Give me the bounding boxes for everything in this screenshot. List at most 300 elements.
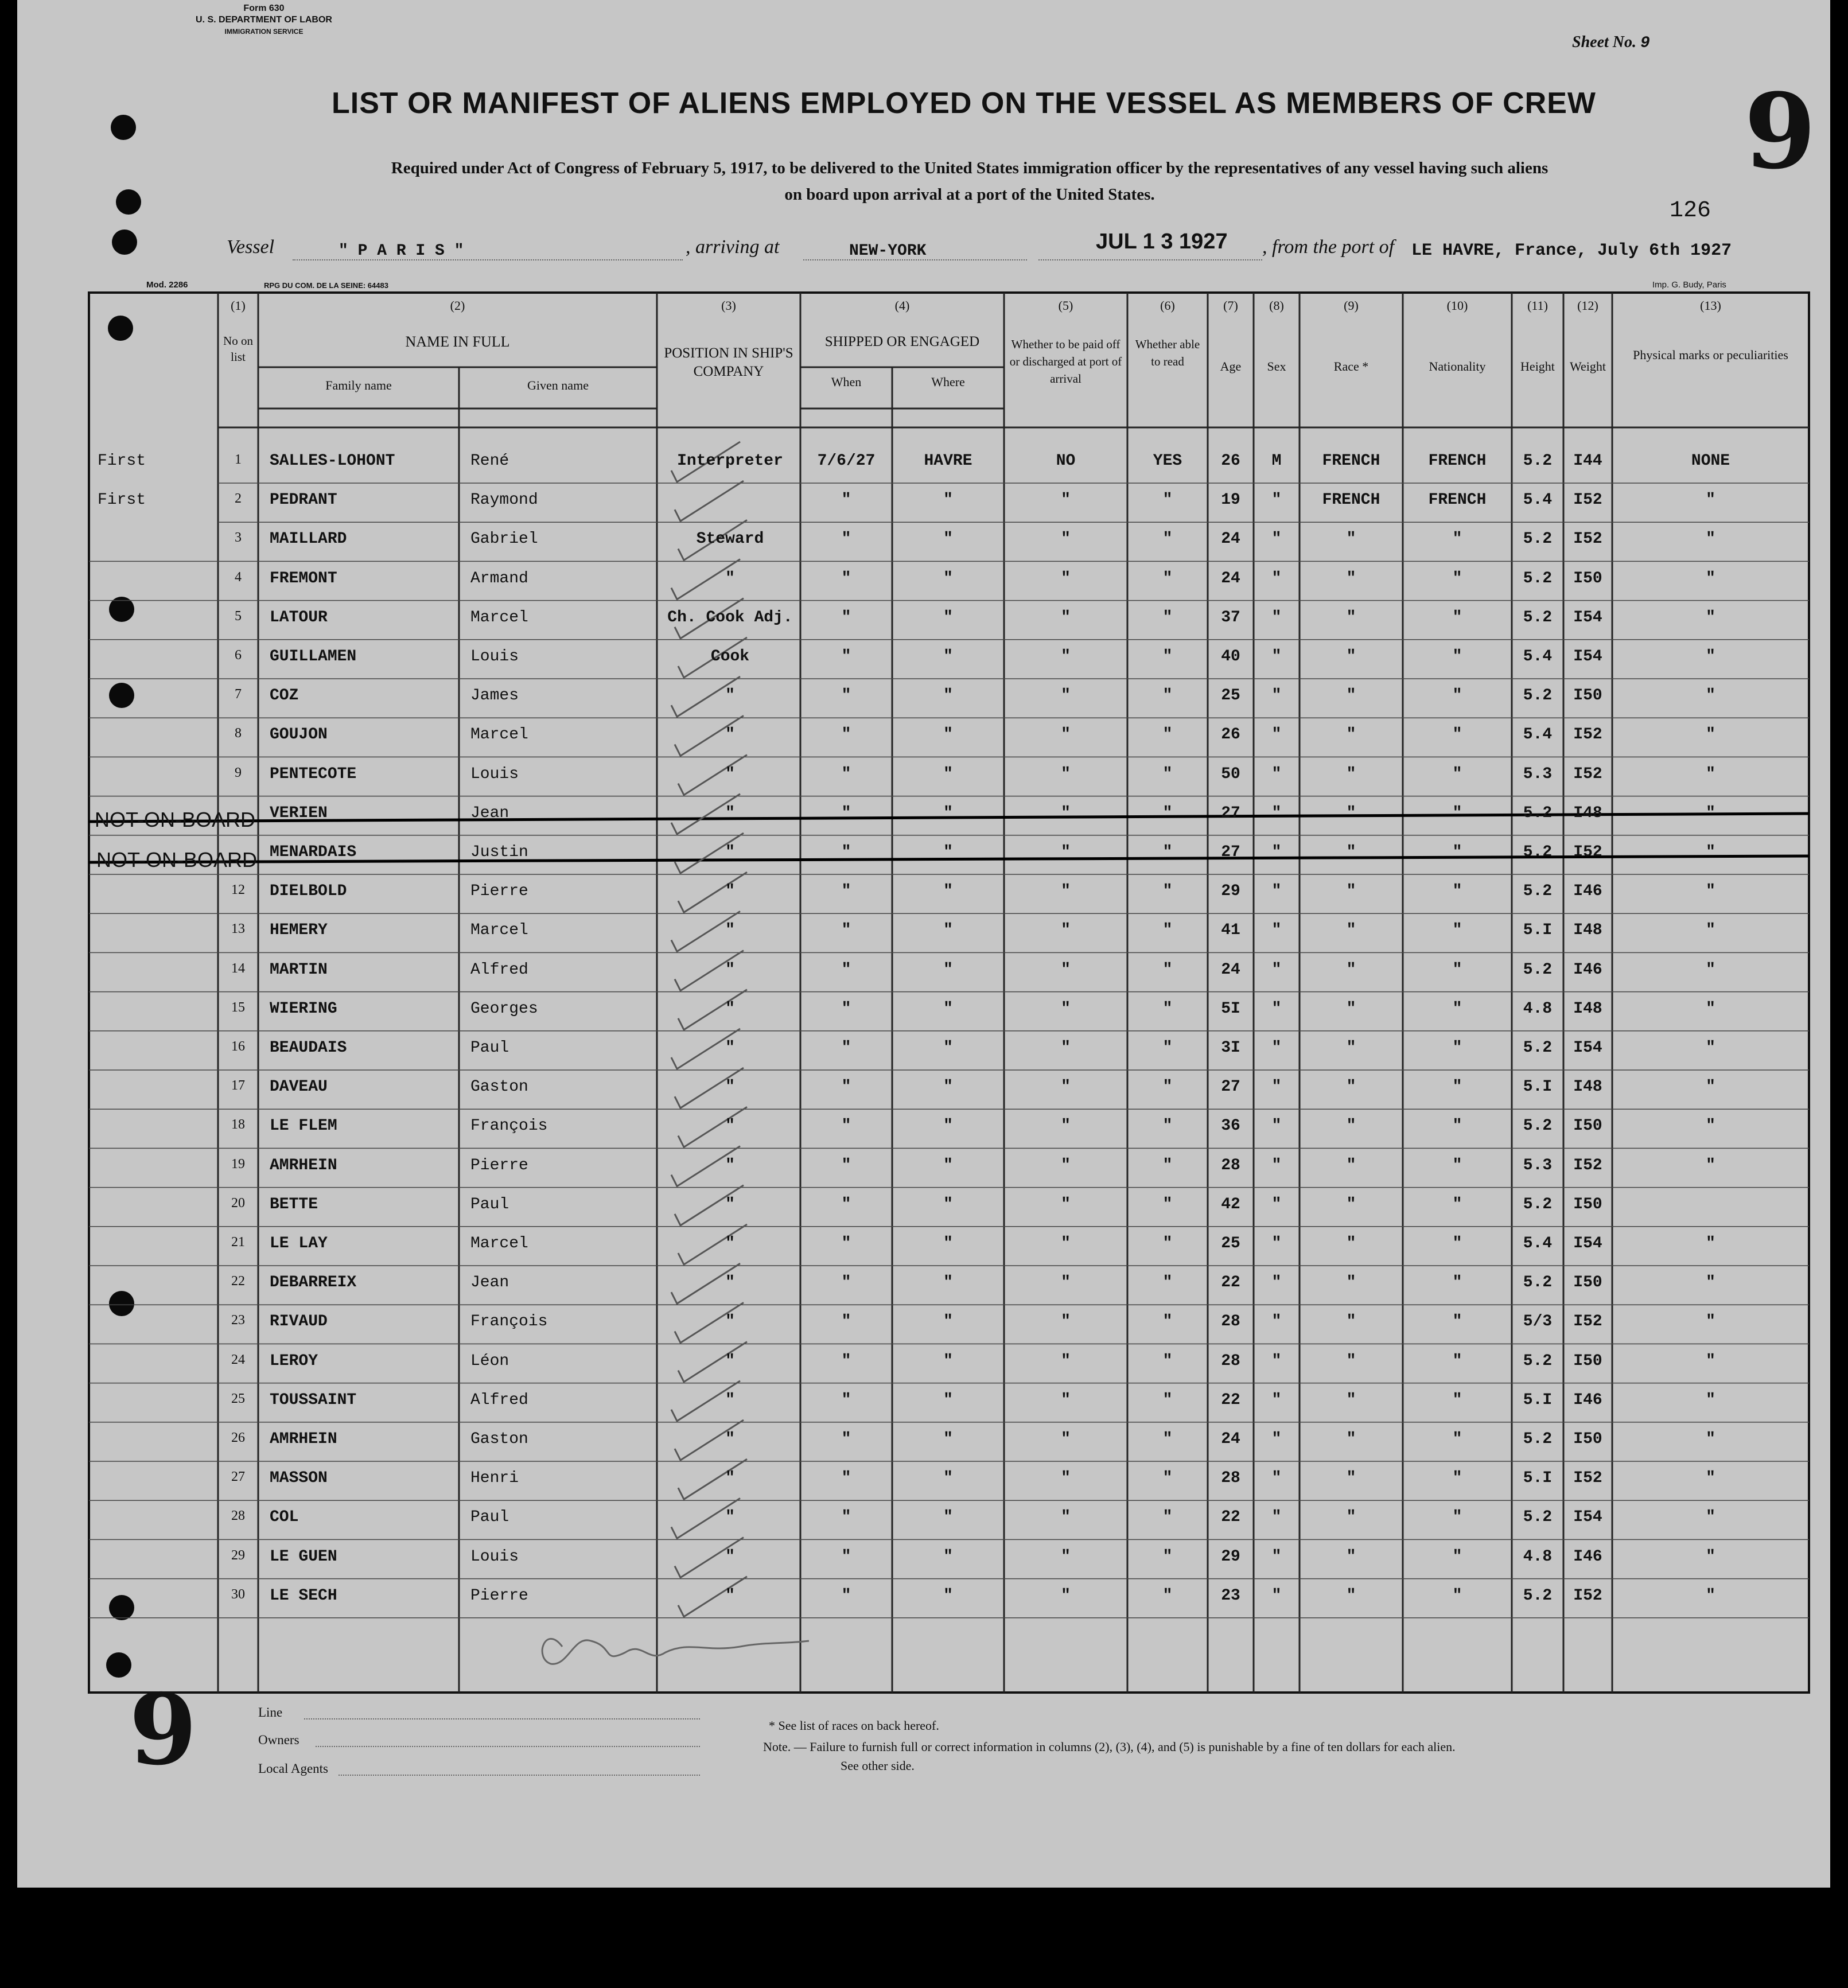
cell-class: First (98, 491, 146, 509)
cell-family: RIVAUD (270, 1313, 328, 1331)
cell-sex: " (1271, 608, 1282, 627)
cell-weight: I52 (1573, 726, 1602, 744)
cell-no: 21 (231, 1235, 245, 1250)
cell-sex: " (1271, 648, 1282, 666)
cell-height: 5.I (1523, 1469, 1553, 1488)
cell-nat: " (1452, 1430, 1462, 1448)
cell-paid: " (1061, 1586, 1071, 1605)
cell-weight: I46 (1573, 1547, 1602, 1566)
col9-number: (9) (1344, 298, 1359, 313)
cell-age: 19 (1221, 491, 1240, 509)
cell-no: 23 (231, 1313, 245, 1328)
cell-weight: I48 (1573, 999, 1602, 1018)
cell-age: 40 (1221, 648, 1240, 666)
cell-given: Gaston (470, 1078, 528, 1096)
cell-weight: I50 (1573, 1117, 1602, 1135)
cell-nat: " (1452, 1547, 1462, 1566)
cell-race: FRENCH (1322, 452, 1380, 470)
cell-no: 7 (235, 687, 242, 702)
cell-family: AMRHEIN (270, 1430, 337, 1448)
cell-when: " (841, 491, 851, 509)
cell-given: Paul (470, 1039, 509, 1057)
cell-paid: " (1061, 1274, 1071, 1292)
cell-marks: " (1706, 491, 1715, 509)
cell-sex: " (1271, 1430, 1282, 1448)
cell-position: " (725, 1313, 735, 1331)
cell-marks: " (1706, 882, 1715, 901)
cell-nat: " (1452, 882, 1462, 901)
col6-number: (6) (1160, 298, 1175, 313)
cell-family: PEDRANT (270, 491, 337, 509)
subtitle-line-2: on board upon arrival at a port of the United States. (784, 185, 1155, 204)
cell-no: 9 (235, 765, 242, 780)
races-note: * See list of races on back hereof. (769, 1718, 939, 1733)
cell-read: " (1162, 1195, 1173, 1213)
cell-race: " (1346, 569, 1356, 588)
line-label: Line (258, 1705, 283, 1719)
cell-paid: NO (1056, 452, 1076, 470)
service-label: IMMIGRATION SERVICE (224, 28, 304, 36)
cell-age: 24 (1221, 1430, 1240, 1448)
cell-height: 5.2 (1523, 1508, 1553, 1527)
cell-weight: I54 (1573, 1235, 1602, 1252)
cell-sex: " (1271, 1274, 1282, 1292)
cell-position: " (725, 1235, 735, 1252)
cell-position: " (725, 1586, 735, 1605)
cell-paid: " (1061, 1508, 1071, 1527)
cell-age: 41 (1221, 921, 1240, 940)
cell-age: 27 (1221, 843, 1240, 861)
cell-position: " (725, 960, 735, 979)
cell-race: " (1346, 960, 1356, 979)
cell-age: 29 (1221, 1547, 1240, 1566)
cell-marks: " (1706, 1508, 1715, 1527)
cell-marks: " (1706, 1039, 1715, 1057)
cell-when: " (841, 648, 851, 666)
cell-height: 5.2 (1523, 452, 1553, 470)
cell-position: " (725, 687, 735, 705)
cell-paid: " (1061, 726, 1071, 744)
cell-read: " (1162, 491, 1173, 509)
owners-dotted (316, 1746, 700, 1747)
cell-family: LE SECH (270, 1586, 337, 1605)
cell-race: " (1346, 1430, 1356, 1448)
cell-weight: I46 (1573, 882, 1602, 901)
check-mark (675, 481, 744, 521)
vessel-name: " P A R I S " (339, 242, 464, 260)
cell-given: Louis (470, 1547, 519, 1566)
cell-when: " (841, 765, 851, 783)
cell-when: " (841, 687, 851, 705)
cell-marks: " (1706, 921, 1715, 940)
cell-when: " (841, 1039, 851, 1057)
cell-marks: " (1706, 1156, 1715, 1174)
cell-read: " (1162, 921, 1173, 940)
cell-weight: I48 (1573, 921, 1602, 940)
cell-where: " (943, 1078, 953, 1096)
cell-paid: " (1061, 608, 1071, 627)
cell-given: Alfred (470, 1391, 528, 1409)
cell-family: VERIEN (270, 804, 328, 822)
cell-weight: I50 (1573, 1352, 1602, 1370)
cell-when: " (841, 1547, 851, 1566)
cell-age: 50 (1221, 765, 1240, 783)
cell-height: 5.3 (1523, 765, 1553, 783)
cell-paid: " (1061, 999, 1071, 1018)
col11-header: Height (1520, 359, 1555, 374)
cell-given: François (470, 1313, 548, 1331)
cell-nat: " (1452, 1117, 1462, 1135)
from-port: LE HAVRE, France, July 6th 1927 (1411, 241, 1732, 260)
cell-sex: " (1271, 1469, 1282, 1488)
cell-class: First (98, 452, 146, 470)
cell-read: " (1162, 999, 1173, 1018)
arrival-date-stamp: JUL 1 3 1927 (1096, 229, 1228, 254)
cell-age: 25 (1221, 1235, 1240, 1252)
cell-position: " (725, 999, 735, 1018)
cell-marks: " (1706, 648, 1715, 666)
vessel-label: Vessel (227, 236, 275, 258)
cell-race: " (1346, 726, 1356, 744)
cell-sex: " (1271, 1078, 1282, 1096)
cell-position: " (725, 1117, 735, 1135)
cell-position: " (725, 1547, 735, 1566)
cell-race: " (1346, 687, 1356, 705)
cell-age: 3I (1221, 1039, 1240, 1057)
col4a-header: When (831, 375, 862, 389)
cell-read: " (1162, 1078, 1173, 1096)
cell-paid: " (1061, 1078, 1071, 1096)
cell-nat: " (1452, 1313, 1462, 1331)
cell-when: " (841, 921, 851, 940)
cell-weight: I44 (1573, 452, 1602, 470)
cell-sex: " (1271, 1547, 1282, 1566)
col8-number: (8) (1269, 298, 1284, 313)
cell-paid: " (1061, 804, 1071, 822)
cell-marks: " (1706, 1117, 1715, 1135)
cell-given: Gaston (470, 1430, 528, 1448)
cell-paid: " (1061, 843, 1071, 861)
col13-number: (13) (1700, 298, 1721, 313)
col1-number: (1) (231, 298, 246, 313)
cell-when: " (841, 1195, 851, 1213)
cell-height: 5.2 (1523, 569, 1553, 588)
cell-height: 5/3 (1523, 1313, 1553, 1331)
cell-position: " (725, 1352, 735, 1370)
cell-nat: " (1452, 1156, 1462, 1174)
cell-read: " (1162, 1430, 1173, 1448)
cell-no: 8 (235, 726, 242, 741)
big-footer-number: 9 (129, 1672, 197, 1787)
cell-position: " (725, 726, 735, 744)
col5-header: Whether to be paid off or discharged at port of arrival (1009, 337, 1122, 386)
cell-nat: " (1452, 1078, 1462, 1096)
cell-age: 26 (1221, 726, 1240, 744)
cell-weight: I52 (1573, 1156, 1602, 1174)
cell-read: " (1162, 1274, 1173, 1292)
col2-number: (2) (450, 298, 465, 313)
cell-height: 5.4 (1523, 726, 1553, 744)
cell-age: 24 (1221, 569, 1240, 588)
cell-weight: I54 (1573, 608, 1602, 627)
cell-read: " (1162, 960, 1173, 979)
cell-weight: I50 (1573, 687, 1602, 705)
cell-height: 5.2 (1523, 1274, 1553, 1292)
cell-where: " (943, 569, 953, 588)
big-sheet-number: 9 (1744, 71, 1816, 192)
cell-when: " (841, 1235, 851, 1252)
col1-header: No on list (223, 334, 253, 364)
cell-when: " (841, 1313, 851, 1331)
cell-race: " (1346, 1195, 1356, 1213)
cell-position: Ch. Cook Adj. (667, 608, 793, 627)
cell-nat: " (1452, 1039, 1462, 1057)
cell-when: " (841, 804, 851, 822)
cell-marks: " (1706, 1586, 1715, 1605)
cell-where: " (943, 921, 953, 940)
cell-read: " (1162, 648, 1173, 666)
cell-read: " (1162, 726, 1173, 744)
cell-age: 25 (1221, 687, 1240, 705)
cell-height: 5.2 (1523, 1195, 1553, 1213)
cell-height: 4.8 (1523, 999, 1553, 1018)
cell-where: " (943, 1469, 953, 1488)
cell-paid: " (1061, 491, 1071, 509)
cell-when: " (841, 726, 851, 744)
from-port-label: , from the port of (1262, 236, 1395, 258)
cell-read: " (1162, 1391, 1173, 1409)
cell-where: " (943, 648, 953, 666)
cell-paid: " (1061, 1117, 1071, 1135)
cell-sex: " (1271, 882, 1282, 901)
cell-paid: " (1061, 1235, 1071, 1252)
cell-race: " (1346, 1469, 1356, 1488)
cell-paid: " (1061, 530, 1071, 548)
cell-family: GUILLAMEN (270, 648, 357, 666)
cell-sex: " (1271, 804, 1282, 822)
cell-position: " (725, 804, 735, 822)
cell-marks: " (1706, 1430, 1715, 1448)
cell-sex: " (1271, 765, 1282, 783)
col13-header: Physical marks or peculiarities (1633, 348, 1788, 362)
cell-family: MENARDAIS (270, 843, 357, 861)
cell-nat: " (1452, 1391, 1462, 1409)
cell-nat: FRENCH (1428, 491, 1487, 509)
cell-height: 5.2 (1523, 530, 1553, 548)
cell-when: " (841, 843, 851, 861)
cell-sex: " (1271, 1156, 1282, 1174)
cell-nat: " (1452, 687, 1462, 705)
cell-sex: " (1271, 1313, 1282, 1331)
cell-where: " (943, 1156, 953, 1174)
cell-family: DAVEAU (270, 1078, 328, 1096)
cell-weight: I52 (1573, 530, 1602, 548)
cell-where: " (943, 960, 953, 979)
cell-given: Léon (470, 1352, 509, 1370)
cell-where: " (943, 804, 953, 822)
cell-height: 5.2 (1523, 882, 1553, 901)
cell-race: " (1346, 1156, 1356, 1174)
cell-nat: " (1452, 608, 1462, 627)
cell-height: 5.3 (1523, 1156, 1553, 1174)
cell-nat: " (1452, 1586, 1462, 1605)
cell-when: " (841, 1391, 851, 1409)
cell-weight: I52 (1573, 1469, 1602, 1488)
cell-where: " (943, 1313, 953, 1331)
printer-name: Imp. G. Budy, Paris (1652, 280, 1726, 290)
cell-given: Marcel (470, 921, 528, 940)
cell-where: " (943, 1195, 953, 1213)
cell-race: " (1346, 608, 1356, 627)
cell-given: Raymond (470, 491, 538, 509)
cell-race: " (1346, 882, 1356, 901)
cell-nat: " (1452, 1469, 1462, 1488)
cell-race: " (1346, 921, 1356, 940)
cell-where: " (943, 999, 953, 1018)
cell-position: " (725, 1195, 735, 1213)
cell-family: MAILLARD (270, 530, 347, 548)
cell-race: " (1346, 1391, 1356, 1409)
arriving-label: , arriving at (686, 236, 780, 258)
cell-no: 26 (231, 1430, 245, 1445)
mod-number: Mod. 2286 (146, 280, 188, 290)
cell-nat: " (1452, 569, 1462, 588)
cell-position: " (725, 1156, 735, 1174)
cell-weight: I50 (1573, 1430, 1602, 1448)
cell-weight: I50 (1573, 1274, 1602, 1292)
cell-marks: " (1706, 726, 1715, 744)
cell-weight: I52 (1573, 1586, 1602, 1605)
cell-where: " (943, 843, 953, 861)
cell-sex: " (1271, 1508, 1282, 1527)
cell-age: 29 (1221, 882, 1240, 901)
cell-weight: I54 (1573, 1508, 1602, 1527)
see-other-side: See other side. (841, 1759, 915, 1773)
cell-marks: " (1706, 804, 1715, 822)
cell-age: 22 (1221, 1391, 1240, 1409)
col7-header: Age (1220, 359, 1242, 374)
not-on-board-stamp: NOT-ON-BOARD (95, 808, 256, 831)
cell-paid: " (1061, 1547, 1071, 1566)
col12-number: (12) (1577, 298, 1598, 313)
cell-given: Henri (470, 1469, 519, 1488)
cell-given: Marcel (470, 608, 528, 627)
cell-read: " (1162, 608, 1173, 627)
cell-sex: " (1271, 1195, 1282, 1213)
cell-where: " (943, 726, 953, 744)
cell-height: 5.2 (1523, 687, 1553, 705)
cell-marks: " (1706, 765, 1715, 783)
cell-nat: " (1452, 1352, 1462, 1370)
cell-position: " (725, 1430, 735, 1448)
cell-given: Gabriel (470, 530, 538, 548)
cell-read: " (1162, 530, 1173, 548)
cell-where: " (943, 765, 953, 783)
cell-race: " (1346, 1039, 1356, 1057)
cell-weight: I52 (1573, 491, 1602, 509)
cell-no: 4 (235, 569, 242, 585)
cell-race: " (1346, 999, 1356, 1018)
cell-position: " (725, 1039, 735, 1057)
cell-age: 23 (1221, 1586, 1240, 1605)
cell-marks: " (1706, 569, 1715, 588)
owners-label: Owners (258, 1733, 299, 1747)
cell-given: Pierre (470, 1586, 528, 1605)
cell-where: " (943, 1274, 953, 1292)
cell-given: Jean (470, 804, 509, 822)
cell-weight: I52 (1573, 1313, 1602, 1331)
cell-height: 5.2 (1523, 1117, 1553, 1135)
cell-no: 16 (231, 1039, 245, 1054)
cell-marks: " (1706, 1391, 1715, 1409)
cell-no: 13 (231, 921, 245, 937)
cell-weight: I46 (1573, 1391, 1602, 1409)
cell-nat: " (1452, 1508, 1462, 1527)
cell-race: " (1346, 843, 1356, 861)
cell-nat: " (1452, 765, 1462, 783)
cell-given: Louis (470, 648, 519, 666)
cell-weight: I48 (1573, 1078, 1602, 1096)
cell-marks: " (1706, 1274, 1715, 1292)
agents-dotted (339, 1775, 700, 1776)
cell-position: " (725, 1508, 735, 1527)
cell-marks: " (1706, 999, 1715, 1018)
line-dotted (304, 1718, 700, 1719)
cell-when: " (841, 1430, 851, 1448)
cell-when: " (841, 1508, 851, 1527)
cell-age: 28 (1221, 1469, 1240, 1488)
cell-given: Justin (470, 843, 528, 861)
cell-paid: " (1061, 1430, 1071, 1448)
cell-paid: " (1061, 882, 1071, 901)
cell-no: 2 (235, 491, 242, 507)
cell-no: 12 (231, 882, 245, 898)
cell-sex: " (1271, 1235, 1282, 1252)
cell-read: " (1162, 804, 1173, 822)
cell-race: FRENCH (1322, 491, 1380, 509)
col3-number: (3) (721, 298, 736, 313)
cell-weight: I52 (1573, 765, 1602, 783)
cell-where: " (943, 1352, 953, 1370)
cell-where: " (943, 1430, 953, 1448)
cell-when: " (841, 999, 851, 1018)
cell-age: 26 (1221, 452, 1240, 470)
col2-header: NAME IN FULL (405, 333, 510, 350)
cell-paid: " (1061, 1195, 1071, 1213)
cell-race: " (1346, 1352, 1356, 1370)
cell-no: 25 (231, 1391, 245, 1406)
cell-sex: " (1271, 1352, 1282, 1370)
cell-marks: " (1706, 687, 1715, 705)
cell-family: LATOUR (270, 608, 328, 627)
cell-race: " (1346, 1586, 1356, 1605)
cell-family: COZ (270, 687, 299, 705)
cell-age: 27 (1221, 804, 1240, 822)
cell-height: 5.4 (1523, 491, 1553, 509)
cell-position: " (725, 765, 735, 783)
cell-sex: " (1271, 999, 1282, 1018)
cell-position: " (725, 1078, 735, 1096)
col4-header: SHIPPED OR ENGAGED (824, 334, 980, 349)
cell-sex: " (1271, 687, 1282, 705)
cell-when: " (841, 1274, 851, 1292)
cell-where: " (943, 1039, 953, 1057)
cell-position: " (725, 921, 735, 940)
cell-when: " (841, 1117, 851, 1135)
arriving-port: NEW-YORK (849, 242, 927, 260)
cell-height: 5.2 (1523, 804, 1553, 822)
cell-race: " (1346, 530, 1356, 548)
